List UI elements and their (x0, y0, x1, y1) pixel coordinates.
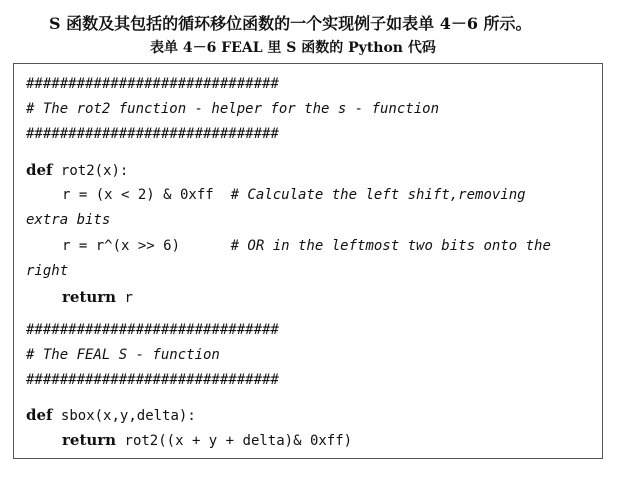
def-keyword: def (26, 161, 53, 179)
hash-line-2: ############################## (26, 126, 279, 142)
rot2-line1-comment: # Calculate the left shift,removing (230, 187, 526, 203)
return-keyword: return (62, 288, 117, 306)
hash-line-3: ############################## (26, 322, 279, 338)
rot2-comment: # The rot2 function - helper for the s - function (26, 101, 440, 117)
rot2-def-line (26, 160, 128, 181)
rot2-line-1 (26, 185, 526, 205)
return-keyword: return (62, 431, 117, 449)
table-caption: 表单 4－6 FEAL 里 S 函数的 Python 代码 (150, 40, 436, 56)
sbox-signature: sbox(x,y,delta): (52, 408, 196, 424)
rot2-line1-wrap: extra bits (26, 212, 111, 228)
intro-text: S 函数及其包括的循环移位函数的一个实现例子如表单 4－6 所示。 (49, 14, 532, 33)
def-keyword: def (26, 406, 53, 424)
rot2-line-2 (26, 236, 551, 256)
sbox-return-value: rot2((x + y + delta)& 0xff) (116, 433, 353, 449)
rot2-return-line (26, 287, 133, 308)
sbox-comment: # The FEAL S - function (26, 347, 220, 363)
code-listing (13, 63, 603, 459)
rot2-line2-wrap: right (26, 263, 69, 279)
rot2-line1-code: r = (x < 2) & 0xff (62, 187, 231, 203)
rot2-return-value: r (116, 290, 133, 306)
rot2-line2-code: r = r^(x >> 6) (62, 238, 231, 254)
rot2-signature: rot2(x): (52, 163, 129, 179)
sbox-return-line (26, 430, 352, 451)
sbox-def-line (26, 405, 196, 426)
rot2-line2-comment: # OR in the leftmost two bits onto the (230, 238, 551, 254)
hash-line-4: ############################## (26, 372, 279, 388)
hash-line-1: ############################## (26, 76, 279, 92)
